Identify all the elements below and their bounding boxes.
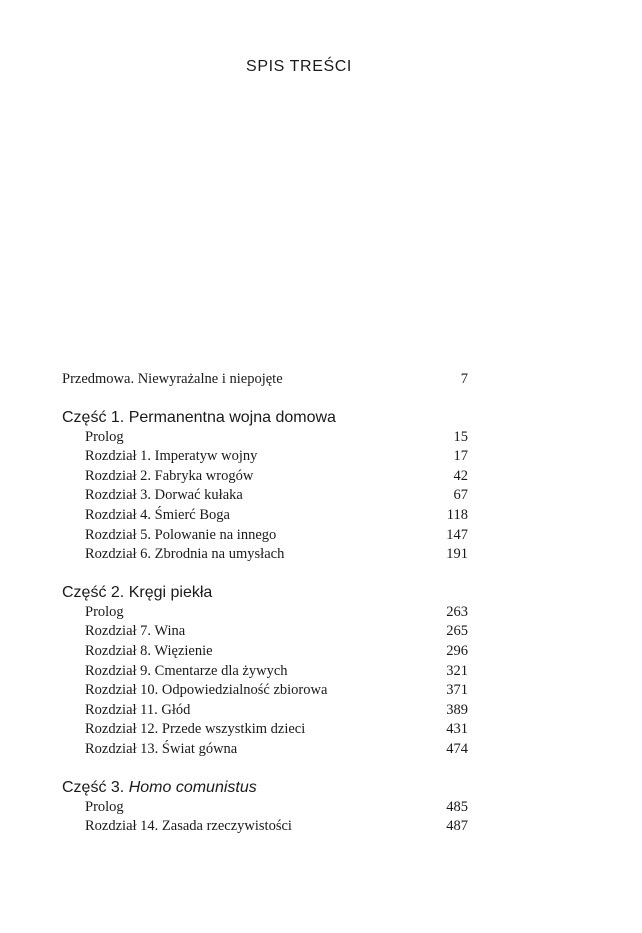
toc-entry-page: 67 <box>453 487 468 504</box>
part-1-heading <box>62 408 468 428</box>
toc-entry[interactable] <box>62 428 468 448</box>
toc-entry-label: Prolog <box>85 428 124 445</box>
toc-entry-page: 147 <box>446 526 468 543</box>
toc-entry-page: 321 <box>446 662 468 679</box>
toc-entry-label: Prolog <box>85 798 124 815</box>
toc-entry-page: 487 <box>446 818 468 835</box>
toc-entry-label: Prolog <box>85 603 124 620</box>
toc-entry-page: 431 <box>446 721 468 738</box>
toc-entry-page: 474 <box>446 740 468 757</box>
page-title: SPIS TREŚCI <box>246 58 352 75</box>
part-heading-text: Część 1. Permanentna wojna domowa <box>62 408 336 426</box>
toc-entry-label: Rozdział 13. Świat gówna <box>85 740 238 757</box>
toc-entry[interactable] <box>62 701 468 721</box>
part-3-heading <box>62 778 468 798</box>
toc-entry-label: Rozdział 11. Głód <box>85 701 191 718</box>
toc-entry-label: Rozdział 12. Przede wszystkim dzieci <box>85 721 306 738</box>
toc-entry-page: 7 <box>460 371 468 387</box>
toc-entry-page: 15 <box>453 428 468 445</box>
toc-entry-label: Rozdział 4. Śmierć Boga <box>85 506 230 523</box>
toc-entry-label: Rozdział 10. Odpowiedzialność zbiorowa <box>85 682 328 699</box>
toc-entry[interactable] <box>62 486 468 506</box>
table-of-contents <box>62 370 468 837</box>
toc-entry[interactable] <box>62 545 468 565</box>
toc-entry-page: 17 <box>453 448 468 465</box>
toc-entry-label: Rozdział 1. Imperatyw wojny <box>85 448 258 465</box>
toc-entry-page: 296 <box>446 642 468 659</box>
toc-entry-label: Przedmowa. Niewyrażalne i niepojęte <box>62 371 283 387</box>
toc-entry[interactable] <box>62 681 468 701</box>
toc-entry-label: Rozdział 6. Zbrodnia na umysłach <box>85 546 285 563</box>
part-heading-text: Część 2. Kręgi piekła <box>62 583 213 601</box>
part-2-heading <box>62 583 468 603</box>
toc-entry[interactable] <box>62 740 468 760</box>
toc-entry-label: Rozdział 5. Polowanie na innego <box>85 526 277 543</box>
toc-entry-label: Rozdział 9. Cmentarze dla żywych <box>85 662 288 679</box>
toc-entry-page: 485 <box>446 798 468 815</box>
toc-entry-page: 191 <box>446 546 468 563</box>
toc-entry-page: 42 <box>453 467 468 484</box>
toc-entry[interactable] <box>62 467 468 487</box>
toc-entry[interactable] <box>62 817 468 837</box>
toc-entry[interactable] <box>62 506 468 526</box>
toc-entry-label: Rozdział 2. Fabryka wrogów <box>85 467 254 484</box>
toc-entry[interactable] <box>62 526 468 546</box>
toc-entry[interactable] <box>62 720 468 740</box>
toc-entry-page: 265 <box>446 623 468 640</box>
toc-entry-label: Rozdział 3. Dorwać kułaka <box>85 487 243 504</box>
toc-entry[interactable] <box>62 447 468 467</box>
toc-entry[interactable] <box>62 662 468 682</box>
toc-entry[interactable] <box>62 798 468 818</box>
part-heading-italic: Homo comunistus <box>128 778 257 796</box>
toc-entry[interactable] <box>62 603 468 623</box>
toc-entry-page: 389 <box>446 701 468 718</box>
toc-entry-page: 263 <box>446 603 468 620</box>
toc-entry-preface[interactable] <box>62 370 468 390</box>
part-heading-text: Część 3. <box>62 778 129 796</box>
toc-entry-label: Rozdział 14. Zasada rzeczywistości <box>85 818 292 835</box>
toc-entry-label: Rozdział 8. Więzienie <box>85 642 213 659</box>
toc-entry-page: 371 <box>446 682 468 699</box>
toc-entry-label: Rozdział 7. Wina <box>85 623 186 640</box>
toc-entry[interactable] <box>62 642 468 662</box>
toc-entry[interactable] <box>62 622 468 642</box>
toc-entry-page: 118 <box>446 506 468 523</box>
